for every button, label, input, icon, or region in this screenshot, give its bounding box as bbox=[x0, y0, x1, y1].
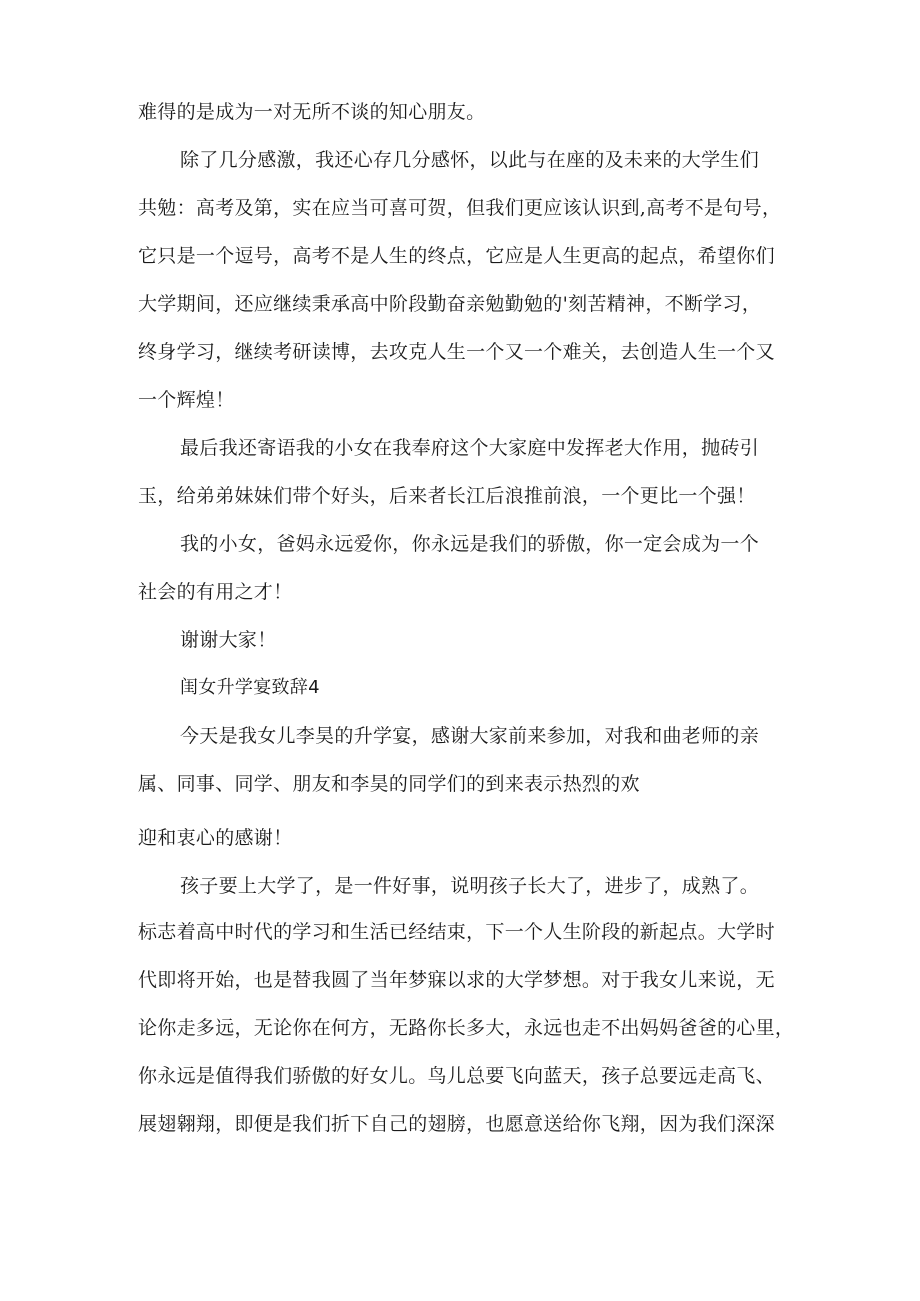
text-line: 大学期间，还应继续秉承高中阶段勤奋亲勉勤勉的'刻苦精神，不断学习， bbox=[138, 293, 762, 315]
text-line: 社会的有用之才！ bbox=[138, 581, 293, 603]
paragraph-start-line: 除了几分感激，我还心存几分感怀，以此与在座的及未来的大学生们 bbox=[180, 149, 760, 171]
text-line: 难得的是成为一对无所不谈的知心朋友。 bbox=[138, 101, 486, 123]
paragraph-start-line: 我的小女，爸妈永远爱你，你永远是我们的骄傲，你一定会成为一个 bbox=[180, 533, 760, 555]
text-line: 迎和衷心的感谢！ bbox=[138, 827, 293, 849]
text-line: 你永远是值得我们骄傲的好女儿。鸟儿总要飞向蓝天，孩子总要远走高飞、 bbox=[138, 1065, 775, 1087]
closing-line: 谢谢大家！ bbox=[180, 629, 277, 651]
text-line: 终身学习，继续考研读博，去攻克人生一个又一个难关，去创造人生一个又 bbox=[138, 341, 775, 363]
text-line: 共勉：高考及第，实在应当可喜可贺，但我们更应该认识到,高考不是句号， bbox=[138, 197, 782, 219]
paragraph-start-line: 今天是我女儿李昊的升学宴，感谢大家前来参加，对我和曲老师的亲 bbox=[180, 725, 760, 747]
text-line: 展翅翱翔，即便是我们折下自己的翅膀，也愿意送给你飞翔，因为我们深深 bbox=[138, 1113, 775, 1135]
text-line: 一个辉煌！ bbox=[138, 389, 235, 411]
text-line: 代即将开始，也是替我圆了当年梦寐以求的大学梦想。对于我女儿来说，无 bbox=[138, 969, 775, 991]
text-line: 属、同事、同学、朋友和李昊的同学们的到来表示热烈的欢 bbox=[138, 773, 640, 795]
text-line: 论你走多远，无论你在何方，无路你长多大，永远也走不出妈妈爸爸的心里， bbox=[138, 1017, 795, 1039]
paragraph-start-line: 孩子要上大学了，是一件好事，说明孩子长大了，进步了，成熟了。 bbox=[180, 875, 760, 897]
text-line: 标志着高中时代的学习和生活已经结束，下一个人生阶段的新起点。大学时 bbox=[138, 921, 775, 943]
section-heading: 闺女升学宴致辞4 bbox=[180, 677, 320, 698]
paragraph-start-line: 最后我还寄语我的小女在我奉府这个大家庭中发挥老大作用，抛砖引 bbox=[180, 437, 760, 459]
text-line: 玉，给弟弟妹妹们带个好头，后来者长江后浪推前浪，一个更比一个强！ bbox=[138, 485, 756, 507]
text-line: 它只是一个逗号，高考不是人生的终点，它应是人生更高的起点，希望你们 bbox=[138, 245, 775, 267]
